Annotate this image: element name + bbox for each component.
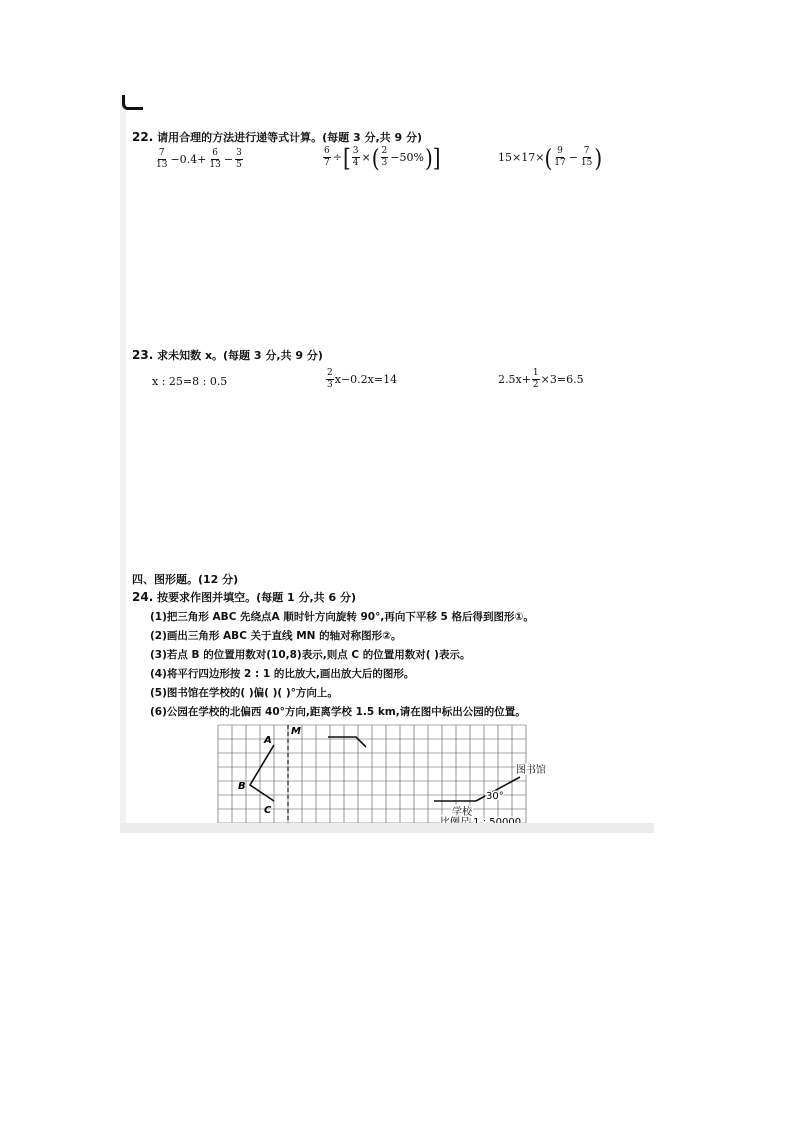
worksheet-page bbox=[120, 95, 654, 833]
equation-text: x−0.2x=14 bbox=[334, 373, 398, 386]
fraction: $\frac{7}{15}$ bbox=[580, 146, 593, 168]
fraction: $\frac{6}{13}$ bbox=[209, 148, 221, 170]
q23-equation-1 bbox=[152, 375, 227, 388]
bracket: [ bbox=[342, 143, 351, 172]
fraction: $\frac{2}{3}$ bbox=[327, 368, 333, 390]
point-b-label: B bbox=[238, 781, 246, 792]
equation-text: x : 25=8 : 0.5 bbox=[152, 375, 228, 388]
q24-number: 24. bbox=[132, 590, 154, 604]
fraction: $\frac{1}{2}$ bbox=[532, 368, 539, 390]
q22-expression-3 bbox=[498, 143, 603, 172]
operator: −50% bbox=[390, 151, 424, 164]
school-label: 学校 bbox=[452, 807, 472, 818]
operator: − bbox=[568, 151, 578, 164]
q22-number: 22. bbox=[132, 130, 154, 144]
section4-title: 四、图形题。(12 分) bbox=[132, 573, 239, 586]
q23-equation-2 bbox=[325, 369, 397, 390]
fraction: $\frac{3}{4}$ bbox=[352, 146, 359, 168]
point-a-label: A bbox=[264, 735, 272, 746]
q22-text: 请用合理的方法进行递等式计算。(每题 3 分,共 9 分) bbox=[157, 131, 422, 144]
q22-expression-2 bbox=[322, 143, 441, 172]
q24-item-4: (4)将平行四边形按 2 : 1 的比放大,画出放大后的图形。 bbox=[150, 668, 415, 680]
library-label: 图书馆 bbox=[516, 765, 546, 776]
bracket: ] bbox=[432, 143, 441, 172]
operator: × bbox=[361, 151, 371, 164]
q24-item-5: (5)图书馆在学校的( )偏( )( )°方向上。 bbox=[150, 687, 338, 699]
paren: ) bbox=[594, 143, 603, 172]
operator: − bbox=[223, 153, 234, 166]
point-c-label: C bbox=[264, 805, 272, 816]
q23-equation-3 bbox=[498, 369, 584, 390]
triangle-abc bbox=[250, 745, 274, 801]
grid-svg bbox=[218, 725, 546, 825]
grid-figure bbox=[218, 725, 546, 829]
paren: ( bbox=[544, 143, 553, 172]
operator: −0.4+ bbox=[170, 153, 207, 166]
q23-title bbox=[132, 347, 323, 363]
paren: ( bbox=[371, 143, 380, 172]
fraction: $\frac{6}{7}$ bbox=[324, 146, 330, 168]
q24-item-6: (6)公园在学校的北偏西 40°方向,距离学校 1.5 km,请在图中标出公园的位置。 bbox=[150, 706, 526, 718]
q24-item-3: (3)若点 B 的位置用数对(10,8)表示,则点 C 的位置用数对( )表示。 bbox=[150, 649, 471, 661]
q22-expression-1 bbox=[154, 149, 244, 170]
line-m-label: M bbox=[291, 726, 301, 737]
page-bottom-edge bbox=[120, 823, 654, 833]
equation-text: 2.5x+ bbox=[498, 373, 531, 386]
angle-label: 30° bbox=[486, 791, 504, 802]
corner-mark bbox=[122, 95, 143, 110]
fraction: $\frac{7}{13}$ bbox=[156, 148, 168, 170]
fraction: $\frac{2}{3}$ bbox=[381, 146, 388, 168]
expression-text: 15×17× bbox=[498, 151, 545, 164]
page-edge bbox=[120, 95, 126, 833]
q22-title bbox=[132, 129, 422, 145]
q24-text: 按要求作图并填空。(每题 1 分,共 6 分) bbox=[157, 591, 356, 604]
q24-item-2: (2)画出三角形 ABC 关于直线 MN 的轴对称图形②。 bbox=[150, 630, 402, 642]
fraction: $\frac{9}{17}$ bbox=[554, 146, 566, 168]
paren: ) bbox=[424, 143, 433, 172]
q23-number: 23. bbox=[132, 348, 154, 362]
q23-text: 求未知数 x。(每题 3 分,共 9 分) bbox=[157, 349, 323, 362]
q24-title bbox=[132, 589, 356, 605]
parallelogram bbox=[328, 737, 366, 747]
q24-item-1: (1)把三角形 ABC 先绕点A 顺时针方向旋转 90°,再向下平移 5 格后得到图形①。 bbox=[150, 611, 534, 623]
operator: ÷ bbox=[332, 151, 342, 164]
fraction: $\frac{3}{5}$ bbox=[236, 148, 242, 170]
equation-text: ×3=6.5 bbox=[540, 373, 584, 386]
